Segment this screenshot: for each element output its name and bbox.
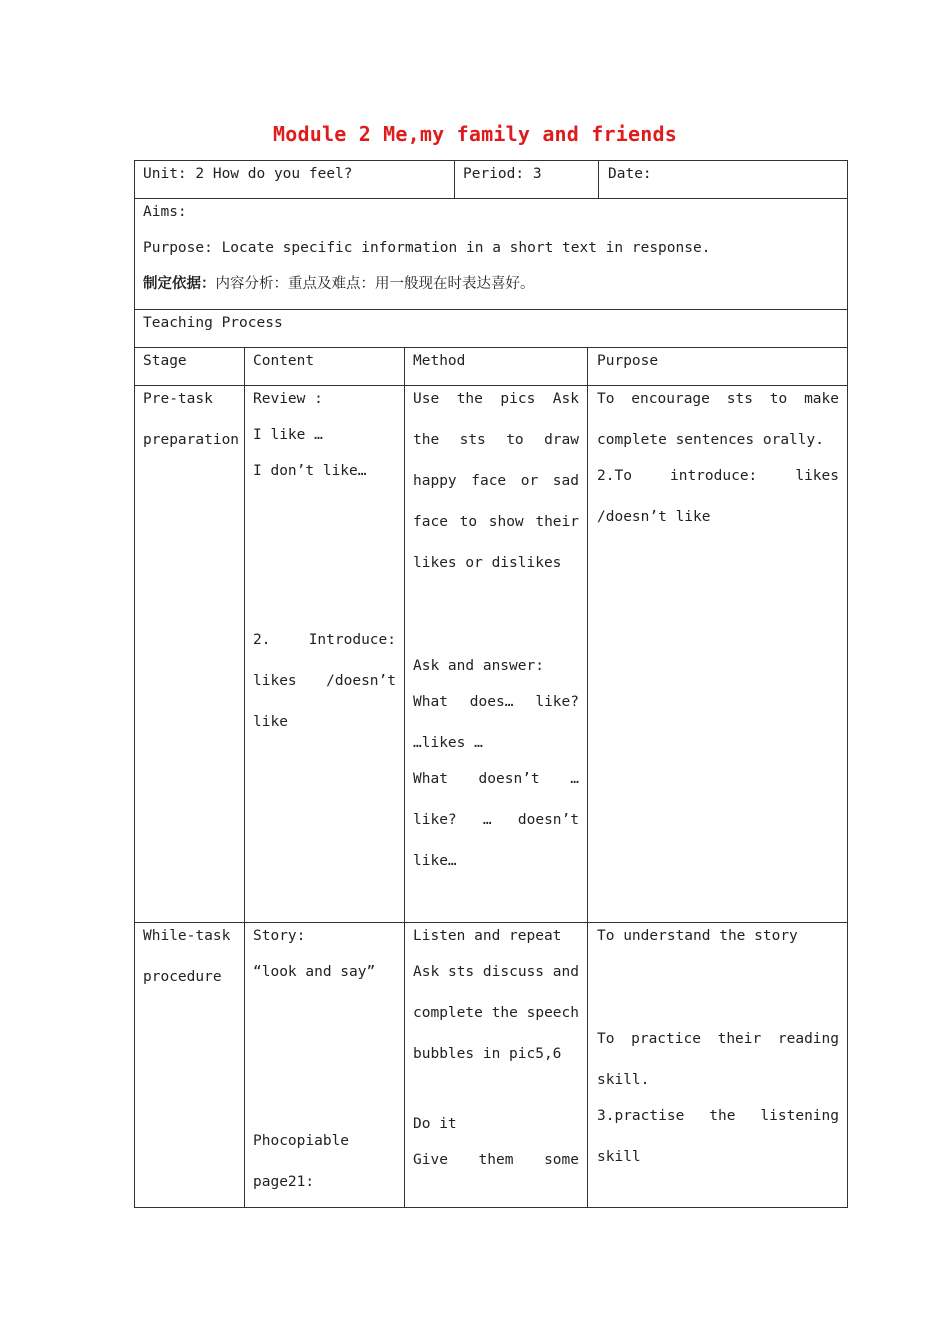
content-line: page21:: [253, 1174, 315, 1190]
purpose-line: To understand the story: [597, 928, 798, 944]
content-line: likes /doesn’t: [253, 673, 396, 689]
method-line: face to show their: [413, 514, 579, 530]
purpose-line: To practice their reading: [597, 1031, 839, 1047]
aims-basis-label: 制定依据：: [143, 276, 216, 292]
purpose-line: skill: [597, 1149, 641, 1165]
content-line: I like …: [253, 427, 323, 443]
col-header-purpose: Purpose: [597, 353, 659, 369]
method-line: Give them some: [413, 1152, 579, 1168]
content-line: like: [253, 714, 288, 730]
aims-label: Aims:: [143, 204, 187, 220]
col-header-method: Method: [413, 353, 466, 369]
content-line: “look and say”: [253, 964, 376, 980]
page-title: Module 2 Me,my family and friends: [273, 122, 677, 146]
purpose-line: /doesn’t like: [597, 509, 711, 525]
aims-purpose: Purpose: Locate specific information in a short text in response.: [143, 240, 711, 256]
col-header-content: Content: [253, 353, 315, 369]
aims-basis-text: 内容分析：重点及难点：用一般现在时表达喜好。: [215, 276, 535, 292]
row-divider: [134, 385, 848, 386]
method-line: Do it: [413, 1116, 457, 1132]
row-divider: [134, 922, 848, 923]
method-line: …likes …: [413, 735, 483, 751]
stage-line: procedure: [143, 969, 222, 985]
content-line: Story:: [253, 928, 306, 944]
content-line: Review :: [253, 391, 323, 407]
purpose-line: To encourage sts to make: [597, 391, 839, 407]
method-line: Ask and answer:: [413, 658, 544, 674]
purpose-line: 3.practise the listening: [597, 1108, 839, 1124]
row-divider: [134, 198, 848, 199]
method-line: What does… like?: [413, 694, 579, 710]
stage-line: While-task: [143, 928, 231, 944]
stage-line: Pre-task: [143, 391, 213, 407]
content-line: Phocopiable: [253, 1133, 350, 1149]
stage-line: preparation: [143, 432, 240, 448]
aims-basis: [143, 274, 535, 294]
row-divider: [134, 309, 848, 310]
method-line: the sts to draw: [413, 432, 579, 448]
col-divider: [404, 347, 405, 1208]
method-line: bubbles in pic5,6: [413, 1046, 562, 1062]
col-divider: [454, 160, 455, 198]
content-line: I don’t like…: [253, 463, 367, 479]
method-line: Use the pics Ask: [413, 391, 579, 407]
purpose-line: skill.: [597, 1072, 650, 1088]
col-header-stage: Stage: [143, 353, 187, 369]
unit-label: Unit: 2 How do you feel?: [143, 166, 353, 182]
method-line: likes or dislikes: [413, 555, 562, 571]
col-divider: [587, 347, 588, 1208]
content-line: 2. Introduce:: [253, 632, 396, 648]
col-divider: [244, 347, 245, 1208]
method-line: What doesn’t …: [413, 771, 579, 787]
method-line: complete the speech: [413, 1005, 579, 1021]
method-line: like…: [413, 853, 457, 869]
purpose-line: 2.To introduce: likes: [597, 468, 839, 484]
teaching-process-label: Teaching Process: [143, 315, 283, 331]
method-line: happy face or sad: [413, 473, 579, 489]
row-divider: [134, 347, 848, 348]
method-line: Ask sts discuss and: [413, 964, 579, 980]
date-label: Date:: [608, 166, 652, 182]
method-line: Listen and repeat: [413, 928, 562, 944]
method-line: like? … doesn’t: [413, 812, 579, 828]
col-divider: [598, 160, 599, 198]
purpose-line: complete sentences orally.: [597, 432, 824, 448]
period-label: Period: 3: [463, 166, 542, 182]
